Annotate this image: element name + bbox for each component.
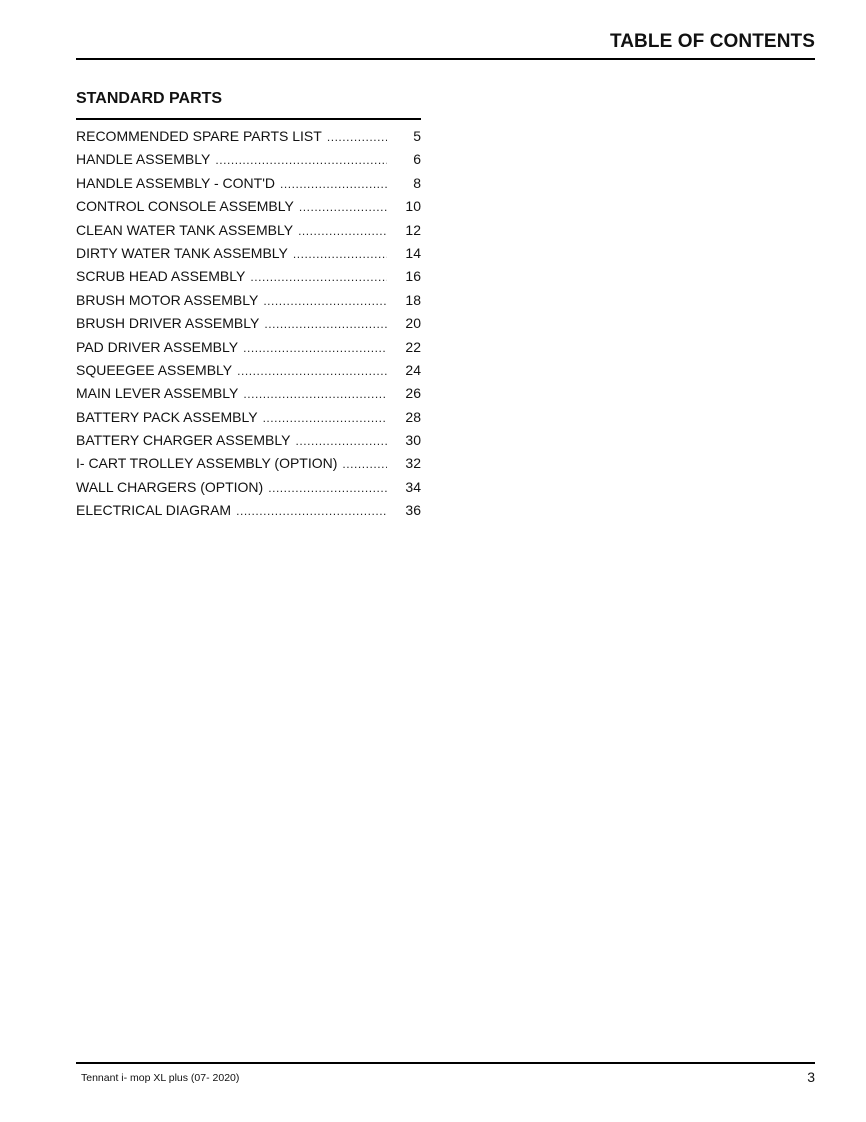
toc-entry-page: 5 — [413, 128, 421, 144]
toc-entry-pad-driver-assembly[interactable] — [76, 336, 421, 359]
dot-leader — [215, 149, 387, 172]
dot-leader — [263, 407, 387, 430]
footer-rule — [76, 1062, 815, 1064]
toc-entry-title: HANDLE ASSEMBLY — [76, 151, 211, 168]
toc-entry-page: 26 — [405, 385, 421, 402]
toc-entry-page: 14 — [405, 244, 421, 261]
dot-leader — [299, 196, 387, 219]
dot-leader — [263, 290, 387, 313]
toc-entry-handle-assembly-contd[interactable] — [76, 172, 421, 195]
toc-entry-electrical-diagram[interactable] — [76, 499, 421, 522]
toc-entry-handle-assembly[interactable] — [76, 148, 421, 171]
toc-entry-squeegee-assembly[interactable] — [76, 359, 421, 382]
toc-entry-title: PAD DRIVER ASSEMBLY — [76, 338, 239, 355]
toc-entry-title: BATTERY CHARGER ASSEMBLY — [76, 432, 291, 449]
toc-entry-i-cart-trolley-assembly[interactable] — [76, 452, 421, 475]
dot-leader — [327, 126, 387, 149]
toc-entry-page: 28 — [405, 408, 421, 425]
footer-document-label: Tennant i- mop XL plus (07- 2020) — [81, 1072, 240, 1084]
toc-entry-page: 20 — [405, 315, 421, 332]
dot-leader — [295, 430, 387, 453]
toc-entry-page: 18 — [405, 291, 421, 308]
toc-entry-brush-motor-assembly[interactable] — [76, 289, 421, 312]
dot-leader — [280, 173, 387, 196]
toc-entry-title: ELECTRICAL DIAGRAM — [76, 502, 232, 519]
dot-leader — [298, 220, 387, 243]
toc-entry-title: CONTROL CONSOLE ASSEMBLY — [76, 198, 294, 215]
toc-entry-title: DIRTY WATER TANK ASSEMBLY — [76, 244, 288, 261]
dot-leader — [293, 243, 387, 266]
toc-entry-title: RECOMMENDED SPARE PARTS LIST — [76, 128, 322, 144]
toc-entry-dirty-water-tank-assembly[interactable] — [76, 242, 421, 265]
toc-entry-page: 30 — [405, 432, 421, 449]
toc-entry-control-console-assembly[interactable] — [76, 195, 421, 218]
toc-entry-title: MAIN LEVER ASSEMBLY — [76, 385, 239, 402]
toc-entry-main-lever-assembly[interactable] — [76, 382, 421, 405]
page-title: TABLE OF CONTENTS — [609, 31, 815, 52]
dot-leader — [236, 500, 387, 523]
toc-entry-page: 22 — [405, 338, 421, 355]
dot-leader — [342, 453, 387, 476]
toc-entry-page: 24 — [405, 361, 421, 378]
dot-leader — [250, 266, 387, 289]
toc-entry-clean-water-tank-assembly[interactable] — [76, 219, 421, 242]
toc-entry-title: SCRUB HEAD ASSEMBLY — [76, 268, 246, 285]
dot-leader — [268, 477, 387, 500]
dot-leader — [243, 383, 387, 406]
toc-list — [76, 125, 421, 523]
toc-entry-battery-pack-assembly[interactable] — [76, 406, 421, 429]
toc-entry-page: 16 — [405, 268, 421, 285]
toc-entry-brush-driver-assembly[interactable] — [76, 312, 421, 335]
dot-leader — [237, 360, 387, 383]
toc-entry-title: WALL CHARGERS (OPTION) — [76, 478, 264, 495]
toc-entry-title: BRUSH DRIVER ASSEMBLY — [76, 315, 260, 332]
toc-entry-page: 10 — [405, 198, 421, 215]
footer-page-number: 3 — [807, 1069, 815, 1085]
dot-leader — [264, 313, 387, 336]
toc-entry-page: 34 — [405, 478, 421, 495]
toc-entry-title: SQUEEGEE ASSEMBLY — [76, 361, 233, 378]
toc-entry-page: 32 — [405, 455, 421, 472]
toc-entry-recommended-spare-parts-list[interactable] — [76, 125, 421, 148]
section-heading: STANDARD PARTS — [76, 90, 223, 107]
toc-entry-title: HANDLE ASSEMBLY - CONT'D — [76, 174, 275, 191]
toc-entry-wall-chargers[interactable] — [76, 476, 421, 499]
toc-entry-page: 36 — [405, 502, 421, 519]
toc-entry-title: BATTERY PACK ASSEMBLY — [76, 408, 258, 425]
header-rule — [76, 58, 815, 60]
toc-entry-title: CLEAN WATER TANK ASSEMBLY — [76, 221, 294, 238]
toc-entry-page: 12 — [405, 221, 421, 238]
toc-entry-page: 6 — [413, 151, 421, 168]
toc-entry-scrub-head-assembly[interactable] — [76, 265, 421, 288]
toc-entry-title: I- CART TROLLEY ASSEMBLY (OPTION) — [76, 455, 338, 472]
toc-entry-battery-charger-assembly[interactable] — [76, 429, 421, 452]
dot-leader — [243, 337, 387, 360]
section-rule — [76, 118, 421, 120]
toc-entry-title: BRUSH MOTOR ASSEMBLY — [76, 291, 259, 308]
toc-entry-page: 8 — [413, 174, 421, 191]
